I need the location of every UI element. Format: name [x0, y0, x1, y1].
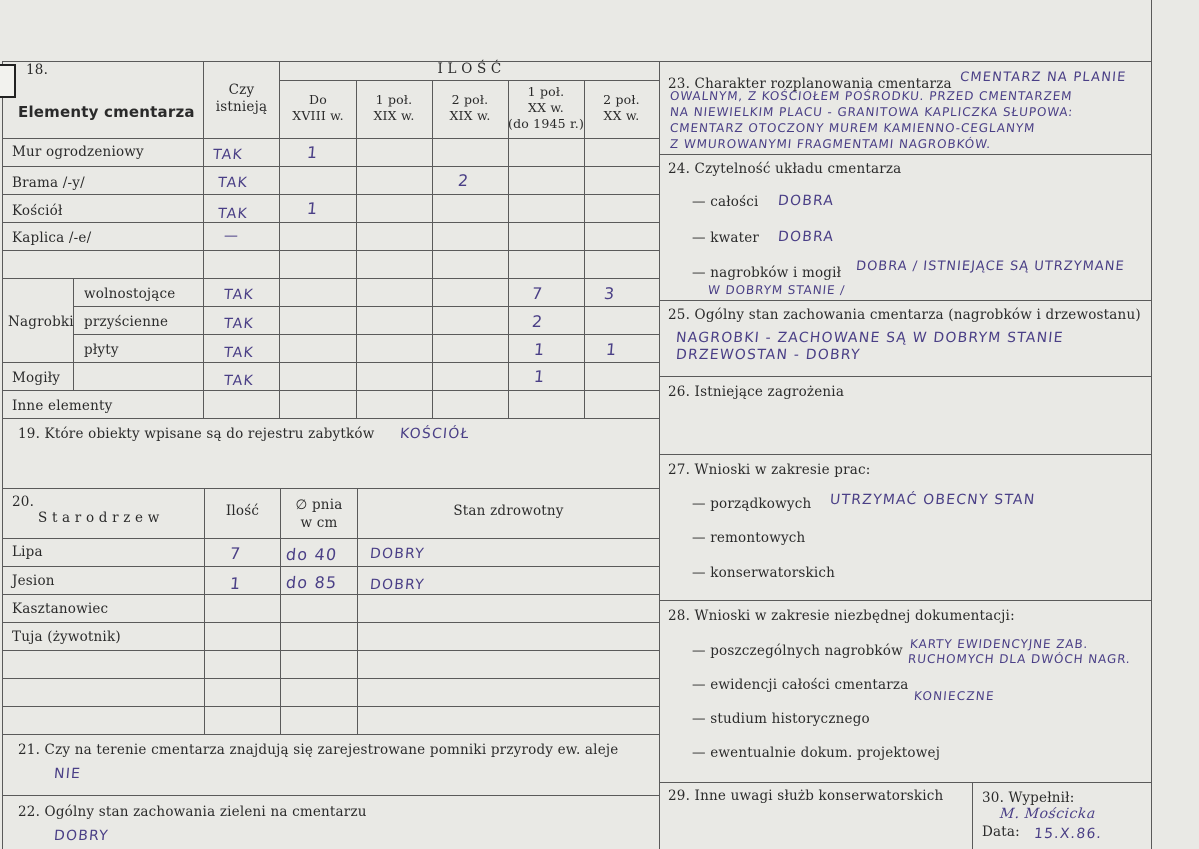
col-exists-header: Czy istnieją: [215, 82, 268, 115]
q19-answer: KOŚCIÓŁ: [399, 426, 471, 442]
row-label: płyty: [84, 342, 119, 358]
q24-item-label: — kwater: [692, 230, 760, 246]
q20-col-count: Ilość: [225, 503, 260, 519]
count-value: 1: [306, 143, 320, 162]
q24-item-answer: DOBRA: [777, 193, 835, 209]
count-value: 1: [306, 199, 320, 218]
q20-number: 20.: [12, 494, 35, 510]
form-corner-mark: [0, 64, 16, 98]
q28-item-answer: RUCHOMYCH DLA DWÓCH NAGR.: [907, 652, 1132, 666]
tree-species: Kasztanowiec: [12, 601, 109, 617]
q28-item-answer: KONIECZNE: [913, 689, 996, 703]
tree-diameter: do 40: [285, 545, 339, 564]
tree-count: 1: [229, 574, 243, 593]
section-number: 18.: [26, 62, 49, 78]
tree-health: DOBRY: [369, 577, 426, 593]
row-label: Mur ogrodzeniowy: [12, 144, 144, 160]
period-header: 2 poł. XIX w.: [449, 92, 491, 123]
q22-label: 22. Ogólny stan zachowania zieleni na cmentarzu: [18, 804, 367, 820]
q23-answer-line: CMENTARZ NA PLANIE: [959, 70, 1128, 85]
q23-answer-line: CMENTARZ OTOCZONY MUREM KAMIENNO-CEGLANYM: [669, 121, 1036, 135]
q25-answer-line: DRZEWOSTAN - DOBRY: [675, 347, 862, 363]
q25-label: 25. Ogólny stan zachowania cmentarza (nagrobków i drzewostanu): [668, 307, 1141, 323]
tree-count: 7: [229, 544, 243, 563]
tree-health: DOBRY: [369, 546, 426, 562]
q24-item-label: — całości: [692, 194, 759, 210]
q23-answer-line: NA NIEWIELKIM PLACU - GRANITOWA KAPLICZKA SŁUPOWA:: [669, 105, 1074, 119]
q27-item-label: — porządkowych: [692, 496, 812, 512]
q28-item-answer: KARTY EWIDENCYJNE ZAB.: [909, 637, 1089, 651]
q30-date: 15.X.86.: [1033, 826, 1103, 842]
count-value: 2: [457, 171, 471, 190]
period-header: 2 poł. XX w.: [603, 92, 640, 123]
row-label: Mogiły: [12, 370, 61, 386]
count-value: 2: [531, 312, 545, 331]
q20-col-diameter: ∅ pnia w cm: [295, 497, 343, 531]
q29-label: 29. Inne uwagi służb konserwatorskich: [668, 788, 944, 804]
section-title: Elementy cmentarza: [18, 103, 195, 121]
q23-label: 23. Charakter rozplanowania cmentarza: [668, 76, 952, 92]
q23-answer-line: OWALNYM, Z KOŚCIOŁEM POŚRODKU. PRZED CMENTARZEM: [669, 89, 1074, 103]
exists-value: —: [223, 228, 240, 244]
row-label: Brama /-y/: [12, 175, 85, 191]
period-header: 1 poł. XIX w.: [373, 92, 415, 123]
exists-value: TAK: [223, 287, 255, 303]
tree-species: Tuja (żywotnik): [12, 629, 121, 645]
count-value: 7: [531, 284, 545, 303]
count-value: 1: [533, 367, 547, 386]
row-label: wolnostojące: [84, 286, 176, 302]
q19-label: 19. Które obiekty wpisane są do rejestru zabytków: [18, 426, 375, 442]
q27-item-answer: UTRZYMAĆ OBECNY STAN: [829, 492, 1037, 508]
q28-item-label: — ewidencji całości cmentarza: [692, 677, 909, 693]
exists-value: TAK: [217, 206, 249, 222]
tree-species: Jesion: [12, 573, 55, 589]
row-label: Kaplica /-e/: [12, 230, 92, 246]
count-value: 3: [603, 284, 617, 303]
tree-diameter: do 85: [285, 573, 339, 592]
count-value: 1: [533, 340, 547, 359]
q26-label: 26. Istniejące zagrożenia: [668, 384, 845, 400]
q21-answer: NIE: [53, 766, 82, 782]
q20-title: S t a r o d r z e w: [38, 510, 160, 526]
period-header: Do XVIII w.: [292, 92, 344, 123]
row-label: przyścienne: [84, 314, 169, 330]
q28-item-label: — ewentualnie dokum. projektowej: [692, 745, 941, 761]
period-header: 1 poł. XX w. (do 1945 r.): [508, 84, 585, 131]
row-label: Kościół: [12, 203, 63, 219]
q27-label: 27. Wnioski w zakresie prac:: [668, 462, 871, 478]
q28-item-label: — studium historycznego: [692, 711, 870, 727]
q24-label: 24. Czytelność układu cmentarza: [668, 161, 902, 177]
q20-col-health: Stan zdrowotny: [453, 503, 564, 519]
tree-species: Lipa: [12, 544, 43, 560]
q21-label: 21. Czy na terenie cmentarza znajdują się zarejestrowane pomniki przyrody ew. aleje: [18, 742, 619, 758]
q28-label: 28. Wnioski w zakresie niezbędnej dokumentacji:: [668, 608, 1015, 624]
count-value: 1: [605, 340, 619, 359]
nagrobki-label: Nagrobki: [8, 314, 74, 330]
q24-item-answer: DOBRA / ISTNIEJĄCE SĄ UTRZYMANE: [855, 259, 1126, 274]
q24-item-label: — nagrobków i mogił: [692, 265, 842, 281]
q24-item-answer: W DOBRYM STANIE /: [707, 283, 846, 297]
q25-answer-line: NAGROBKI - ZACHOWANE SĄ W DOBRYM STANIE: [675, 330, 1065, 346]
exists-value: TAK: [223, 373, 255, 389]
q30-label: 30. Wypełnił:: [982, 790, 1075, 806]
row-label: Inne elementy: [12, 398, 113, 414]
q27-item-label: — remontowych: [692, 530, 806, 546]
q22-answer: DOBRY: [53, 828, 110, 844]
q23-answer-line: Z WMUROWANYMI FRAGMENTAMI NAGROBKÓW.: [669, 137, 992, 151]
exists-value: TAK: [217, 175, 249, 191]
exists-value: TAK: [212, 147, 244, 163]
quantity-header: I L O Ś Ć: [437, 61, 502, 77]
q24-item-answer: DOBRA: [777, 229, 835, 245]
q30-signature: M. Mościcka: [999, 806, 1097, 822]
q28-item-label: — poszczególnych nagrobków: [692, 643, 903, 659]
exists-value: TAK: [223, 316, 255, 332]
exists-value: TAK: [223, 345, 255, 361]
q27-item-label: — konserwatorskich: [692, 565, 836, 581]
q30-date-label: Data:: [982, 824, 1020, 840]
